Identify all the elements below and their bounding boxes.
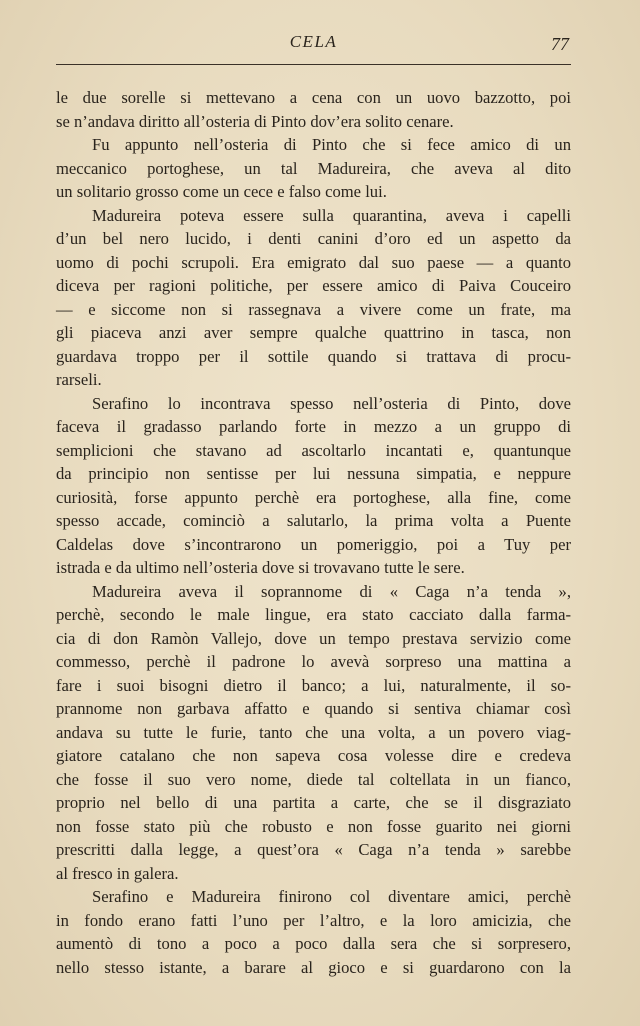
text-line: d’un bel nero lucido, i denti canini d’oro ed un aspetto da [56,229,571,248]
text-line: fare i suoi bisogni dietro il banco; a lui, naturalmente, il so- [56,675,571,695]
text-line: giatore catalano che non sapeva cosa volesse dire e credeva [56,746,571,765]
text-line: guardava troppo per il sottile quando si trattava di procu- [56,346,571,366]
text-line: gli piaceva anzi aver sempre qualche quattrino in tasca, non [56,323,571,342]
text-line: Madureira poteva essere sulla quarantina, aveva i capelli [92,205,571,225]
text-line: andava su tutte le furie, tanto che una volta, a un povero viag- [56,722,571,742]
text-line: diceva per ragioni politiche, per essere amico di Paiva Couceiro [56,276,571,295]
text-line: non fosse stato più che robusto e non fosse guarito nei giorni [56,816,571,836]
page-header [56,30,571,64]
text-line: che fosse il suo vero nome, diede tal coltellata in un fianco, [56,769,571,789]
header-rule [56,64,571,65]
text-line: Madureira aveva il soprannome di « Caga n’a tenda », [92,581,571,601]
text-line: prescritti dalla legge, a quest’ora « Caga n’a tenda » sarebbe [56,840,571,859]
text-line: perchè, secondo le male lingue, era stato cacciato dalla farma- [56,605,571,624]
text-line: cia di don Ramòn Vallejo, dove un tempo prestava servizio come [56,628,571,648]
text-line: semplicioni che stavano ad ascoltarlo incantati e, quantunque [56,440,571,460]
text-line: uomo di pochi scrupoli. Era emigrato dal suo paese — a quanto [56,252,571,272]
text-line: prannome non garbava affatto e quando si sentiva chiamar così [56,699,571,718]
text-line: in fondo erano fatti l’uno per l’altro, e la loro amicizia, che [56,910,571,930]
text-line: se n’andava diritto all’osteria di Pinto dov’era solito cenare. [56,111,454,131]
text-line: Caldelas dove s’incontrarono un pomeriggio, poi a Tuy per [56,534,571,554]
text-line: un solitario grosso come un cece e falso come lui. [56,182,387,201]
text-line: proprio nel bello di una partita a carte, che se il disgraziato [56,793,571,812]
text-line: Serafino lo incontrava spesso nell’osteria di Pinto, dove [92,393,571,413]
text-line: Serafino e Madureira finirono col diventare amici, perchè [92,887,571,906]
text-line: spesso accade, cominciò a salutarlo, la prima volta a Puente [56,511,571,530]
text-line: — e siccome non si rassegnava a vivere come un frate, ma [56,299,571,319]
text-line: commesso, perchè il padrone lo avevà sorpreso una mattina a [56,652,571,671]
text-line: faceva il gradasso parlando forte in mezzo a un gruppo di [56,417,571,436]
running-head-title: CELA [289,32,338,51]
body-text [56,86,571,979]
text-line: rarseli. [56,370,102,389]
page-number: 77 [551,34,569,54]
text-line: meccanico portoghese, un tal Madureira, che aveva al dito [56,158,571,178]
text-line: Fu appunto nell’osteria di Pinto che si fece amico di un [92,135,571,154]
text-line: nello stesso istante, a barare al gioco e si guardarono con la [56,957,571,977]
text-line: aumentò di tono a poco a poco dalla sera che si sorpresero, [56,934,571,953]
text-line: da principio non sentisse per lui nessuna simpatia, e neppure [56,464,571,483]
text-line: curiosità, forse appunto perchè era portoghese, alla fine, come [56,487,571,507]
text-line: istrada e da ultimo nell’osteria dove si trovavano tutte le sere. [56,558,465,577]
text-line: al fresco in galera. [56,863,179,883]
text-line: le due sorelle si mettevano a cena con un uovo bazzotto, poi [56,88,571,107]
